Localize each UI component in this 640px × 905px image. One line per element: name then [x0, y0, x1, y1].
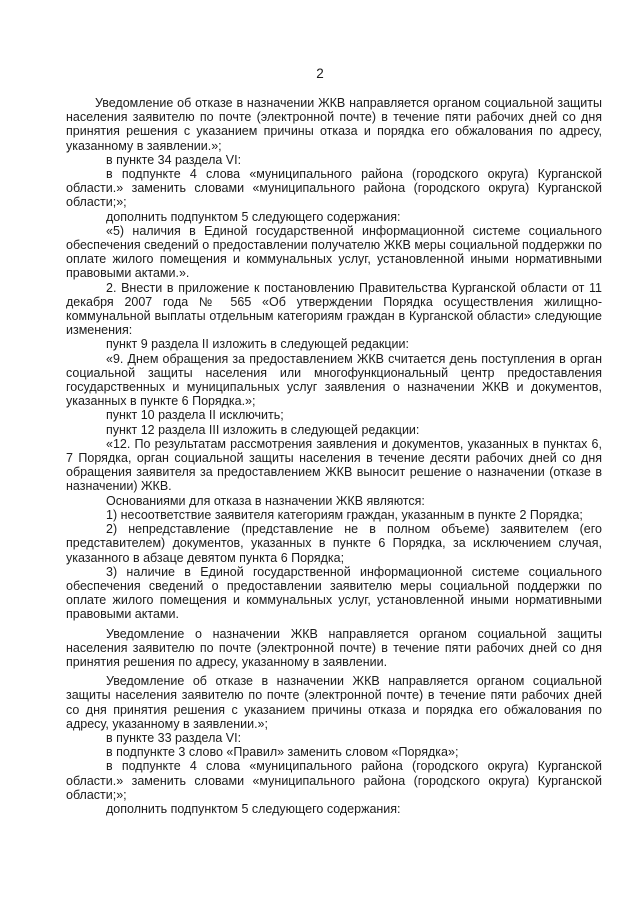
paragraph: «9. Днем обращения за предоставлением ЖКВ считается день поступления в орган социальной защиты населения или многофункциональный центр предоставления государственных и муниципальных услуг заявления о назначении ЖКВ и документов, указанных в пункте 6 Порядка.»; — [66, 351, 602, 409]
paragraph: в подпункте 3 слово «Правил» заменить словом «Порядка»; — [106, 745, 459, 760]
paragraph: «5) наличия в Единой государственной информационной системе социального обеспечения сведений о предоставлении получателю ЖКВ меры социальной поддержки по оплате жилого помещения и коммунальных услуг, установленной иными нормативными правовыми актами.». — [66, 223, 602, 281]
paragraph: 3) наличие в Единой государственной информационной системе социального обеспечения сведений о предоставлении заявителю меры социальной поддержки по оплате жилого помещения и коммунальных услуг, установленной иными нормативными правовыми актами. — [66, 564, 602, 622]
paragraph: Уведомление об отказе в назначении ЖКВ направляется органом социальной защиты населения заявителю по почте (электронной почте) в течение пяти рабочих дней со дня принятия решения с указанием причины отказа и порядка его обжалования по адресу, указанному в заявлении.»; — [66, 96, 602, 153]
paragraph: в подпункте 4 слова «муниципального района (городского округа) Курганской области.» заменить словами «муниципального района (городского округа) Курганской области;»; — [66, 759, 602, 802]
paragraph: в подпункте 4 слова «муниципального района (городского округа) Курганской области.» заменить словами «муниципального района (городского округа) Курганской области;»; — [66, 167, 602, 210]
paragraph: 2) непредставление (представление не в полном объеме) заявителем (его представителем) документов, указанных в пункте 6 Порядка, за исключением случая, указанного в абзаце девятом пункта 6 Порядка; — [66, 522, 602, 565]
paragraph: дополнить подпунктом 5 следующего содержания: — [106, 209, 401, 224]
document-body — [66, 96, 602, 816]
paragraph: пункт 9 раздела II изложить в следующей редакции: — [106, 337, 409, 352]
paragraph: 1) несоответствие заявителя категориям граждан, указанным в пункте 2 Порядка; — [106, 507, 583, 522]
paragraph: пункт 12 раздела III изложить в следующей редакции: — [106, 422, 420, 437]
page-number: 2 — [316, 66, 324, 81]
paragraph: «12. По результатам рассмотрения заявления и документов, указанных в пунктах 6, 7 Порядка, орган социальной защиты населения в течение десяти рабочих дней со дня обращения заявителя за предоставлением ЖКВ выносит решение о назначении (отказе в назначении) ЖКВ. — [66, 436, 602, 494]
paragraph: дополнить подпунктом 5 следующего содержания: — [106, 801, 401, 816]
paragraph: Уведомление о назначении ЖКВ направляется органом социальной защиты населения заявителю по почте (электронной почте) в течение пяти рабочих дней со дня принятия решения по адресу, указанному в заявлении. — [66, 626, 602, 669]
paragraph: пункт 10 раздела II исключить; — [106, 408, 284, 423]
paragraph: в пункте 33 раздела VI: — [106, 730, 242, 745]
paragraph: в пункте 34 раздела VI: — [106, 152, 242, 167]
paragraph: Уведомление об отказе в назначении ЖКВ направляется органом социальной защиты населения заявителю по почте (электронной почте) в течение пяти рабочих дней со дня принятия решения с указанием причины отказа и порядка его обжалования по адресу, указанному в заявлении.»; — [66, 674, 602, 731]
paragraph: 2. Внести в приложение к постановлению Правительства Курганской области от 11 декабря 2007 года № 565 «Об утверждении Порядка осуществления жилищно-коммунальной выплаты отдельным категориям граждан в Курганской области» следующие изменения: — [66, 280, 602, 338]
paragraph: Основаниями для отказа в назначении ЖКВ являются: — [106, 493, 425, 508]
